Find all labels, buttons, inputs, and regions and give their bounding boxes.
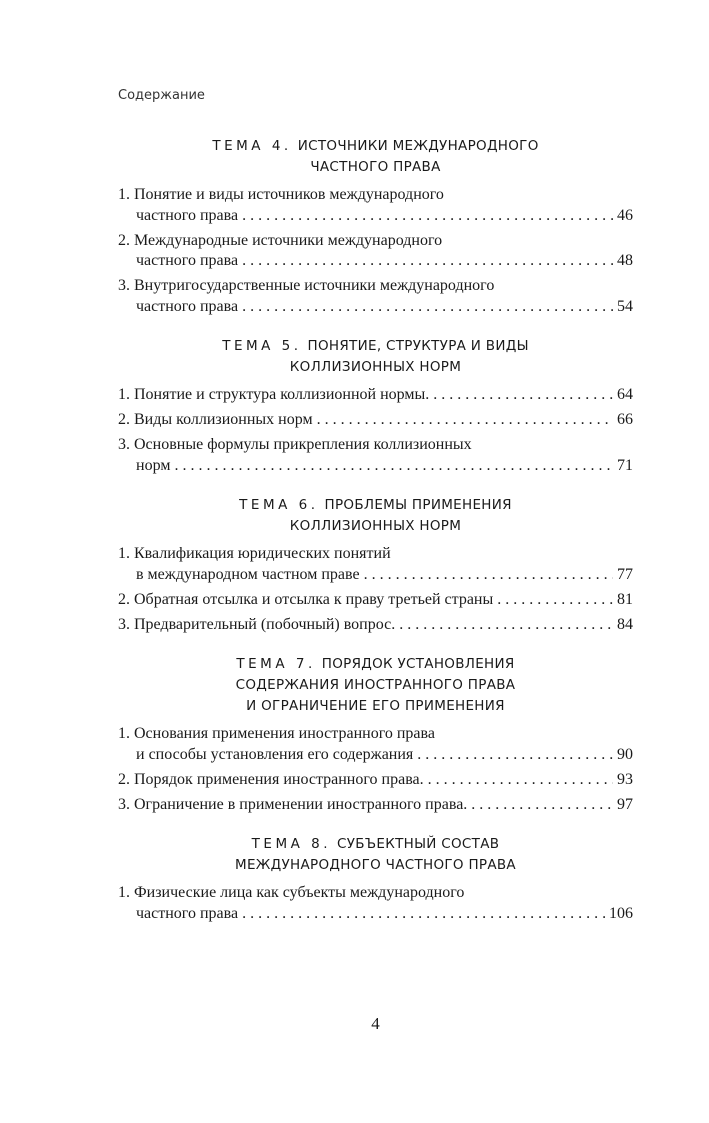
toc-entry[interactable] [118, 185, 633, 226]
section-title-text: СУБЪЕКТНЫЙ СОСТАВ [337, 836, 500, 852]
toc-entry-title: норм [136, 456, 171, 474]
toc-entry-title: 3. Основные формулы прикрепления коллизионных [118, 436, 472, 453]
toc-entry-list [118, 544, 633, 635]
toc-section [118, 654, 633, 815]
section-heading-line [118, 855, 633, 876]
toc-entry[interactable] [118, 615, 633, 636]
toc-section [118, 336, 633, 476]
section-heading-line [118, 336, 633, 357]
toc-entry-list [118, 385, 633, 476]
dot-leader [242, 297, 613, 318]
section-title-text: КОЛЛИЗИОННЫХ НОРМ [289, 518, 462, 534]
toc-entry[interactable] [118, 795, 633, 816]
section-heading-line [118, 516, 633, 537]
dot-leader [242, 251, 613, 272]
page-number: 4 [371, 1014, 380, 1033]
toc-entry-title: в международном частном праве [136, 565, 360, 583]
section-title-text: МЕЖДУНАРОДНОГО ЧАСТНОГО ПРАВА [235, 857, 516, 873]
toc-entry[interactable] [118, 410, 633, 431]
toc-entry-line [118, 251, 633, 272]
toc-entry-line [118, 795, 633, 816]
toc-entry-title: и способы установления его содержания [136, 745, 414, 763]
toc-entry-title: 2. Виды коллизионных норм [118, 411, 313, 428]
toc-entry[interactable] [118, 770, 633, 791]
toc-entry-list [118, 883, 633, 924]
section-heading-line [118, 357, 633, 378]
section-heading-line [118, 834, 633, 855]
section-heading-line [118, 675, 633, 696]
running-header: Содержание [118, 88, 205, 103]
dot-leader [417, 745, 613, 766]
toc-entry-title: 1. Физические лица как субъекты международного [118, 884, 465, 901]
section-heading [118, 495, 633, 537]
section-heading [118, 336, 633, 378]
toc-entry-title: 3. Внутригосударственные источники международного [118, 277, 495, 294]
section-heading [118, 834, 633, 876]
section-heading [118, 136, 633, 178]
toc-entry-page: 66 [617, 411, 633, 428]
toc-entry-line [118, 565, 633, 586]
toc-entry-page: 48 [617, 252, 633, 269]
section-title-text: ПОРЯДОК УСТАНОВЛЕНИЯ [321, 656, 515, 672]
toc-entry-line [118, 385, 633, 406]
section-heading-line [118, 495, 633, 516]
section-heading-line [118, 157, 633, 178]
toc-entry[interactable] [118, 544, 633, 585]
toc-entry[interactable] [118, 883, 633, 924]
toc-entry-line [118, 297, 633, 318]
toc-entry[interactable] [118, 231, 633, 272]
toc-entry-page: 84 [617, 615, 633, 633]
toc-entry-page: 54 [617, 297, 633, 315]
toc-entry-page: 77 [617, 565, 633, 583]
toc-entry[interactable] [118, 385, 633, 406]
toc-entry-page: 106 [609, 904, 633, 922]
toc-entry-page: 93 [617, 770, 633, 788]
book-page [118, 0, 633, 1123]
toc-entry-title: частного права [136, 252, 239, 269]
section-heading-line [118, 654, 633, 675]
toc-entry-page: 81 [617, 590, 633, 608]
dot-leader [174, 456, 613, 477]
toc-section [118, 495, 633, 635]
section-number: ТЕМА 7. [236, 656, 316, 672]
table-of-contents [118, 136, 633, 943]
section-heading [118, 654, 633, 717]
toc-entry-title: частного права [136, 297, 239, 315]
toc-entry[interactable] [118, 590, 633, 611]
toc-entry-title: 1. Основания применения иностранного права [118, 725, 435, 742]
toc-entry-page: 64 [617, 386, 633, 403]
section-title-text: СОДЕРЖАНИЯ ИНОСТРАННОГО ПРАВА [235, 677, 516, 693]
section-title-text: ПРОБЛЕМЫ ПРИМЕНЕНИЯ [324, 497, 512, 513]
dot-leader [497, 590, 613, 611]
section-heading-line [118, 696, 633, 717]
toc-entry[interactable] [118, 435, 633, 476]
dot-leader [433, 385, 613, 406]
toc-entry-title: 2. Обратная отсылка и отсылка к праву третьей страны [118, 590, 494, 608]
toc-entry-page: 90 [617, 745, 633, 763]
toc-entry-line [118, 590, 633, 611]
toc-entry[interactable] [118, 724, 633, 765]
toc-entry-page: 71 [617, 456, 633, 474]
toc-section [118, 834, 633, 924]
section-title-text: ПОНЯТИЕ, СТРУКТУРА И ВИДЫ [307, 338, 529, 354]
section-number: ТЕМА 6. [239, 497, 319, 513]
toc-entry[interactable] [118, 276, 633, 317]
toc-entry-title: частного права [136, 904, 239, 922]
toc-entry-list [118, 724, 633, 815]
toc-entry-title: 2. Порядок применения иностранного права. [118, 770, 424, 788]
toc-entry-list [118, 185, 633, 317]
section-title-text: ЧАСТНОГО ПРАВА [310, 159, 441, 175]
toc-entry-title: частного права [136, 206, 239, 224]
section-number: ТЕМА 5. [222, 338, 302, 354]
dot-leader [242, 904, 605, 925]
toc-entry-title: 3. Предварительный (побочный) вопрос. [118, 615, 396, 633]
toc-entry-line [118, 904, 633, 925]
toc-entry-line [118, 770, 633, 791]
toc-entry-title: 1. Понятие и структура коллизионной нормы. [118, 386, 430, 403]
dot-leader [242, 206, 613, 227]
toc-entry-page: 46 [617, 206, 633, 224]
section-title-text: КОЛЛИЗИОННЫХ НОРМ [289, 359, 462, 375]
toc-entry-line [118, 206, 633, 227]
section-heading-line [118, 136, 633, 157]
section-number: ТЕМА 8. [251, 836, 332, 852]
toc-entry-title: 3. Ограничение в применении иностранного права. [118, 795, 468, 813]
toc-section [118, 136, 633, 317]
dot-leader [428, 770, 613, 791]
toc-entry-line [118, 745, 633, 766]
dot-leader [364, 565, 613, 586]
toc-entry-title: 2. Международные источники международного [118, 231, 443, 249]
toc-entry-line [118, 410, 633, 431]
dot-leader [317, 410, 613, 431]
toc-entry-title: 1. Квалификация юридических понятий [118, 545, 391, 562]
section-title-text: И ОГРАНИЧЕНИЕ ЕГО ПРИМЕНЕНИЯ [246, 698, 505, 714]
toc-entry-line [118, 615, 633, 636]
section-number: ТЕМА 4. [212, 138, 292, 154]
toc-entry-page: 97 [617, 795, 633, 813]
toc-entry-title: 1. Понятие и виды источников международного [118, 186, 444, 203]
dot-leader [471, 795, 613, 816]
dot-leader [399, 615, 613, 636]
section-title-text: ИСТОЧНИКИ МЕЖДУНАРОДНОГО [297, 138, 539, 154]
toc-entry-line [118, 456, 633, 477]
